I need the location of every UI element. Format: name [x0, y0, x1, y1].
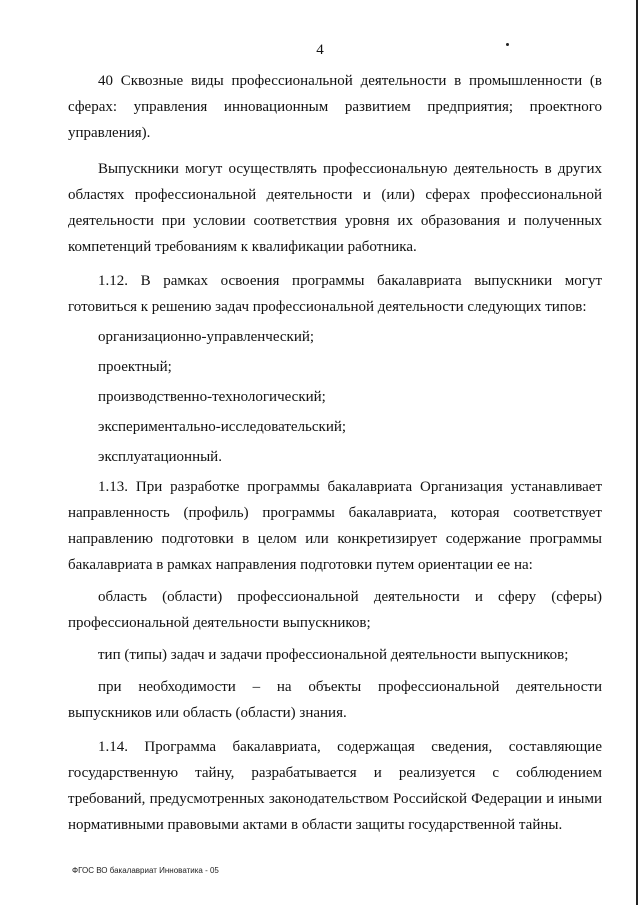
paragraph-1-13: 1.13. При разработке программы бакалавриата Организация устанавливает направленность (профиль) программы бакалавриата, которая соответствует направлению подготовки в целом или конкретизирует содержание программы бакалавриата в рамках направления подготовки путем ориентации ее на: — [68, 479, 602, 573]
page-edge — [636, 0, 638, 905]
paragraph-1-14: 1.14. Программа бакалавриата, содержащая сведения, составляющие государственную тайну, разрабатывается и реализуется с соблюдением требований, предусмотренных законодательством Российской Федерации и иными нормативными правовыми актами в области защиты государственной тайны. — [68, 739, 602, 833]
paragraph-activity-40: 40 Сквозные виды профессиональной деятельности в промышленности (в сферах: управления инновационным развитием предприятия; проектного управления). — [68, 73, 602, 141]
document-footer: ФГОС ВО бакалавриат Инноватика - 05 — [72, 866, 219, 875]
scan-speck — [506, 43, 509, 46]
list-item-type-4: экспериментально-исследовательский; — [98, 419, 347, 435]
list-item-type-5: эксплуатационный. — [98, 449, 222, 465]
list-item-type-3: производственно-технологический; — [98, 389, 326, 405]
list-item-type-1: организационно-управленческий; — [98, 329, 315, 345]
list-item-orientation-3: при необходимости – на объекты профессиональной деятельности выпускников или область (области) знания. — [68, 679, 602, 721]
list-item-type-2: проектный; — [98, 359, 172, 375]
page-number: 4 — [316, 42, 324, 58]
paragraph-1-12: 1.12. В рамках освоения программы бакалавриата выпускники могут готовиться к решению задач профессиональной деятельности следующих типов: — [68, 273, 602, 315]
paragraph-graduates: Выпускники могут осуществлять профессиональную деятельность в других областях профессиональной деятельности и (или) сферах профессиональной деятельности при условии соответствия уровня их образования и полученных компетенций требованиям к квалификации работника. — [68, 161, 602, 255]
list-item-orientation-2: тип (типы) задач и задачи профессиональной деятельности выпускников; — [98, 647, 569, 663]
list-item-orientation-1: область (области) профессиональной деятельности и сферу (сферы) профессиональной деятельности выпускников; — [68, 589, 602, 631]
document-body — [68, 68, 602, 838]
